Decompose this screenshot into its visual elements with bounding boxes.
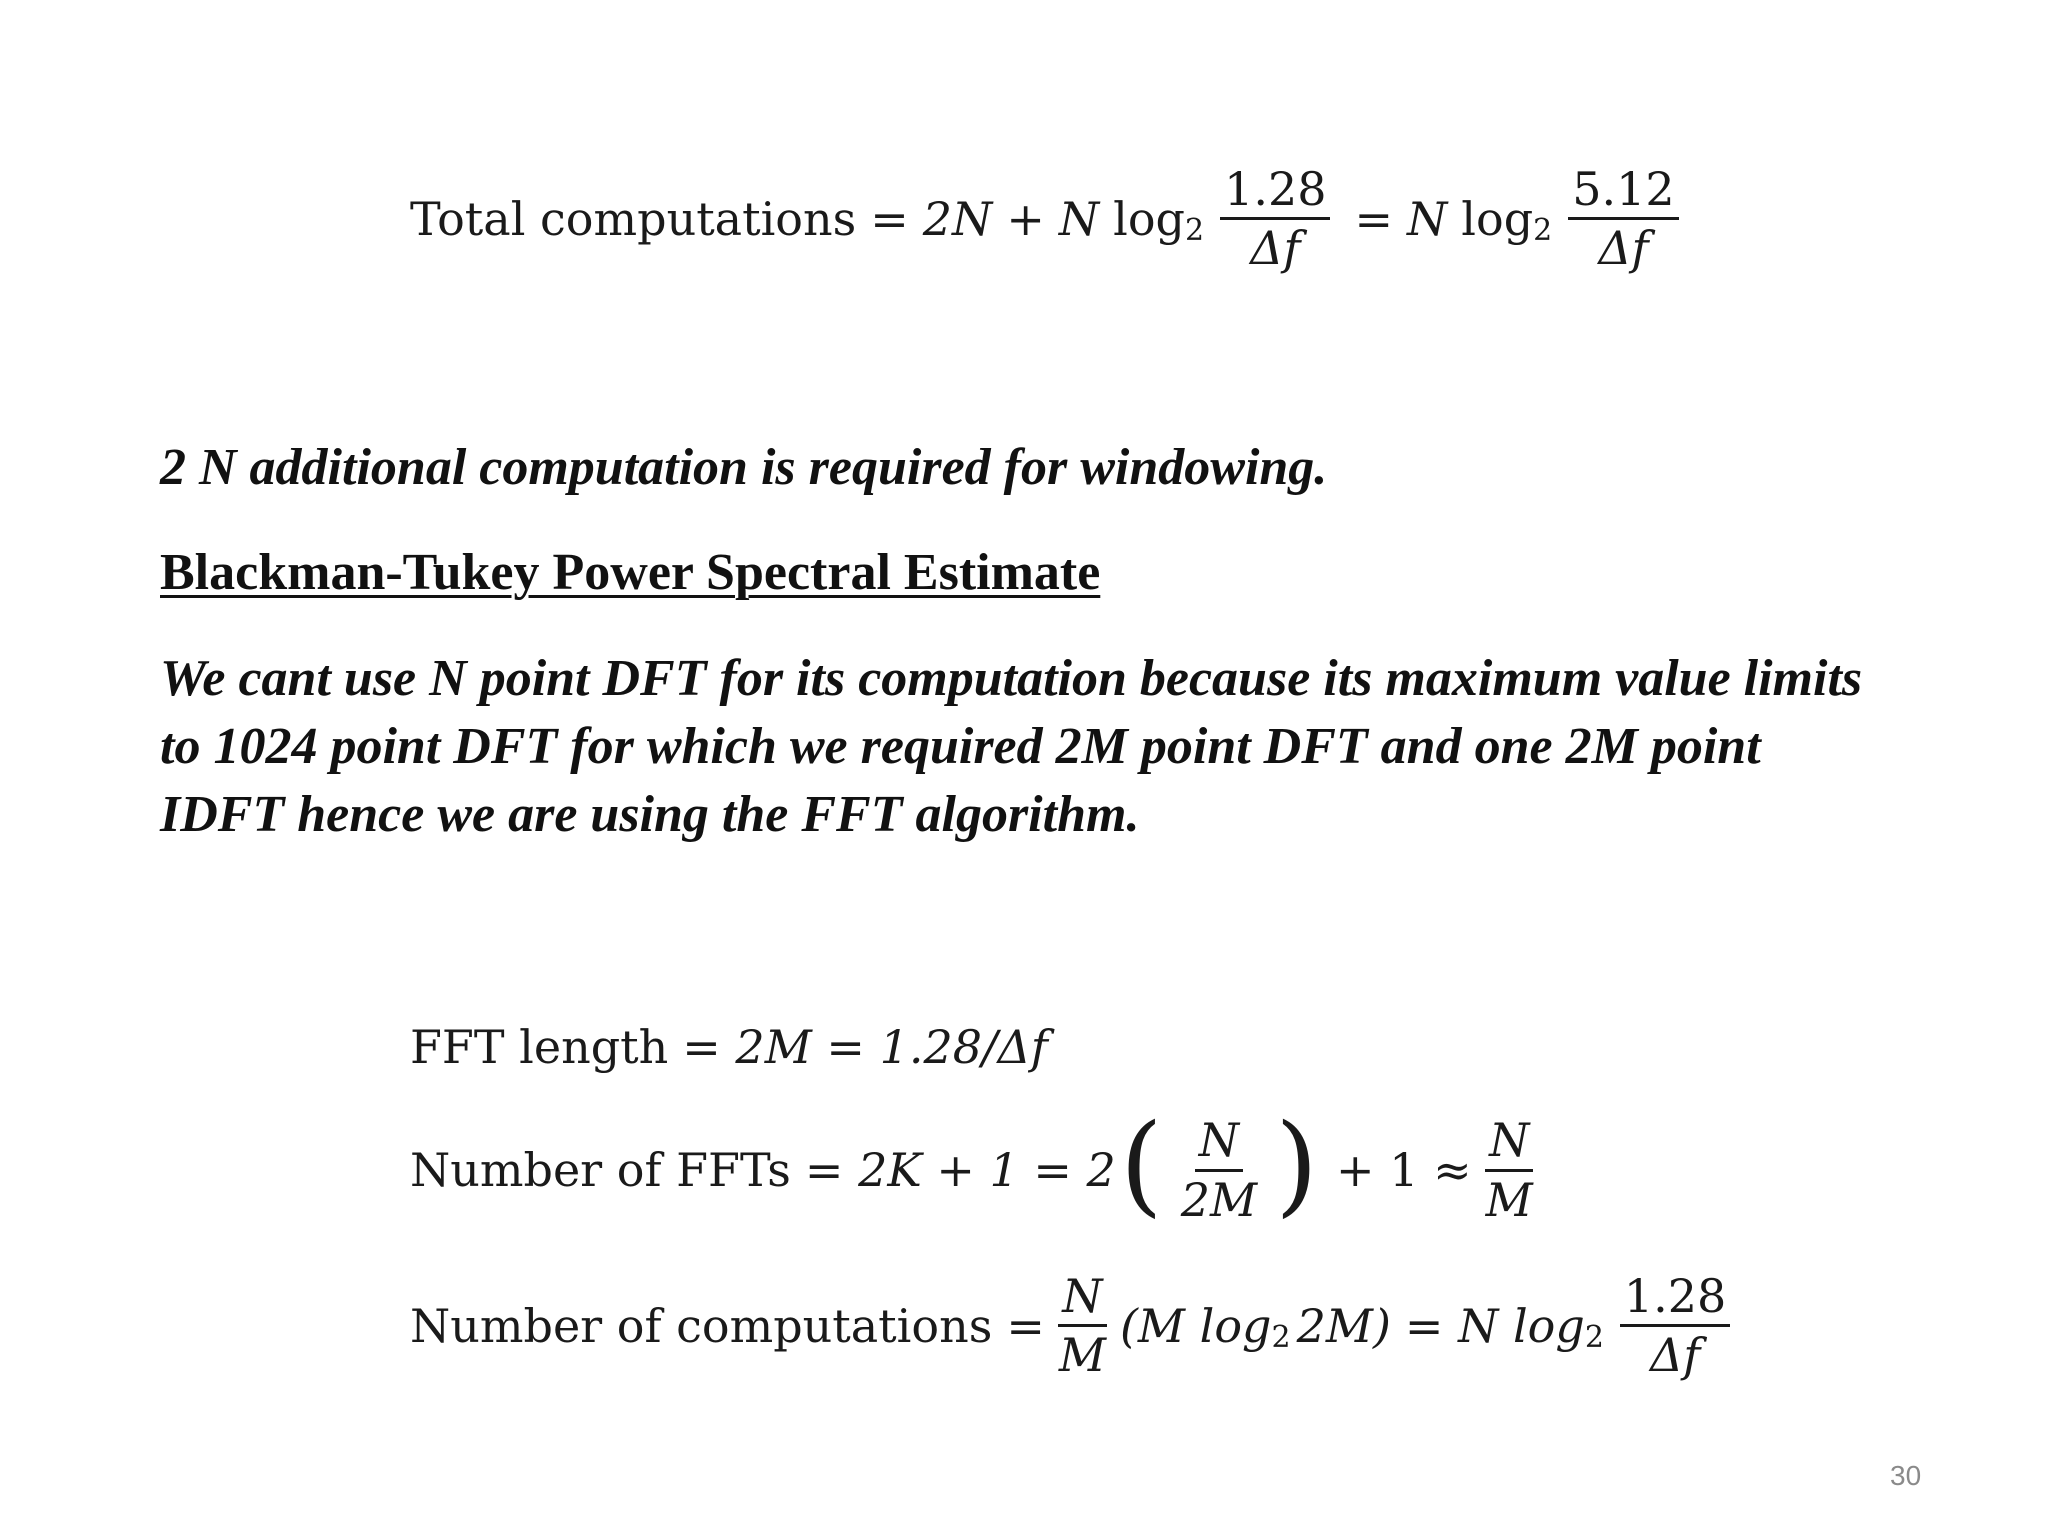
eq-paren-expression: (M log — [1119, 1298, 1272, 1353]
fraction-denominator: Δf — [1649, 1328, 1701, 1383]
windowing-note: 2 N additional computation is required for windowing. — [160, 439, 1328, 496]
eq-label: Number of computations — [410, 1298, 993, 1353]
eq-label: Number of FFTs — [410, 1143, 791, 1197]
number-of-computations-equation — [410, 1269, 1740, 1383]
eq-operator: = — [870, 191, 909, 246]
eq-middle: = 2K + 1 = 2 — [804, 1143, 1116, 1197]
slide-number: 30 — [1890, 1460, 1922, 1491]
fraction-numerator: 1.28 — [1620, 1272, 1730, 1327]
eq-operator: = — [1006, 1298, 1045, 1353]
body-paragraph — [160, 645, 2040, 849]
eq-log-base: 2 — [1184, 213, 1205, 249]
fraction-denominator: Δf — [1250, 221, 1301, 276]
eq-term: N — [1407, 191, 1448, 246]
eq-log: log — [1461, 191, 1534, 246]
fraction-denominator: M — [1058, 1328, 1106, 1383]
total-computations-equation — [410, 162, 1689, 276]
eq-term: = N log — [1404, 1298, 1585, 1353]
right-paren: ) — [1275, 1100, 1319, 1228]
section-heading: Blackman-Tukey Power Spectral Estimate — [160, 544, 1101, 601]
eq-rhs: = 2M = 1.28/Δf — [682, 1020, 1048, 1074]
eq-term: 2N — [922, 191, 993, 246]
fraction-numerator: 5.12 — [1568, 165, 1678, 220]
fraction-denominator: M — [1485, 1172, 1533, 1227]
body-line: IDFT hence we are using the FFT algorithm. — [160, 786, 1140, 843]
fraction — [1220, 162, 1330, 276]
fraction-numerator: N — [1058, 1272, 1106, 1327]
eq-operator: = — [1354, 191, 1394, 246]
eq-log: log — [1113, 191, 1185, 246]
eq-log-base: 2 — [1271, 1320, 1291, 1356]
left-paren: ( — [1119, 1100, 1163, 1228]
eq-term: N — [1058, 191, 1100, 246]
eq-operator: + — [1006, 191, 1045, 246]
eq-after: + 1 ≈ — [1336, 1143, 1472, 1197]
eq-label: FFT length — [410, 1020, 669, 1074]
number-of-ffts-equation — [410, 1100, 1547, 1228]
eq-log-base: 2 — [1533, 213, 1553, 249]
fraction — [1620, 1269, 1730, 1383]
fraction-denominator: Δf — [1598, 221, 1649, 276]
fraction-numerator: N — [1485, 1116, 1533, 1171]
eq-log-base: 2 — [1584, 1320, 1604, 1356]
fraction-denominator: 2M — [1180, 1172, 1258, 1227]
fraction — [1055, 1269, 1110, 1383]
fraction — [1177, 1113, 1261, 1227]
fraction — [1568, 162, 1678, 276]
fraction-numerator: N — [1195, 1116, 1243, 1171]
body-line: We cant use N point DFT for its computation because its maximum value limits — [160, 650, 1863, 707]
eq-paren-expression: 2M) — [1296, 1298, 1391, 1353]
body-line: to 1024 point DFT for which we required 2M point DFT and one 2M point — [160, 718, 1761, 775]
fraction-numerator: 1.28 — [1220, 165, 1330, 220]
fft-length-equation — [410, 1020, 1048, 1074]
fraction — [1482, 1113, 1537, 1227]
eq-label: Total computations — [410, 191, 857, 246]
